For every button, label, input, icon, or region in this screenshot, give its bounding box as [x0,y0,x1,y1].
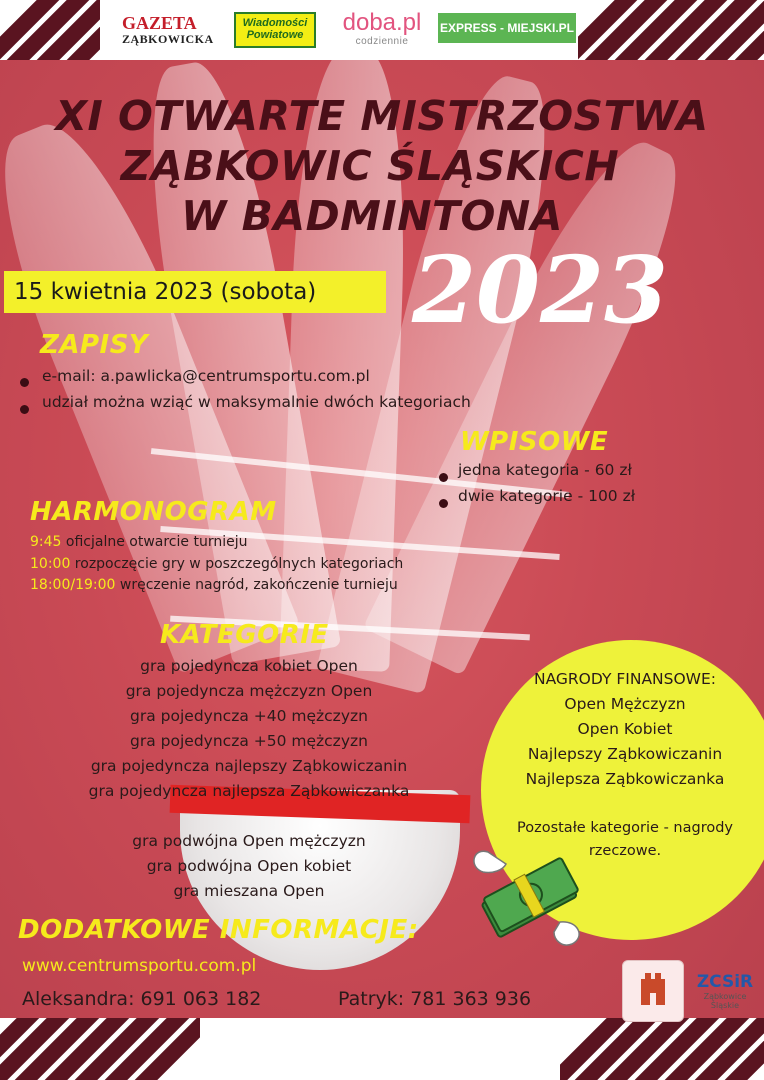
express-miejski-logo: EXPRESS - MIEJSKI.PL [438,13,576,43]
zcsir-logo-text: ZCSiR [696,972,754,992]
wpisowe-heading: WPISOWE [460,427,609,457]
prize-item: Najlepszy Ząbkowiczanin [527,745,723,763]
bottom-left-stripes [0,1018,200,1080]
bullet-icon [439,473,448,482]
flying-money-icon [468,842,588,952]
harmonogram-heading: HARMONOGRAM [30,497,277,527]
prizes-heading: NAGRODY FINANSOWE: [533,670,717,688]
zapisy-email: e-mail: a.pawlicka@centrumsportu.com.pl [42,367,370,385]
zcsir-logo-subtitle: Ząbkowice Śląskie [703,992,747,1010]
dodatkowe-heading: DODATKOWE INFORMACJE: [18,915,419,945]
prize-item: Open Mężczyzn [564,695,686,713]
year: 2023 [412,236,669,344]
prize-note: Pozostałe kategorie - nagrody [516,820,733,836]
schedule-time: 18:00/19:00 [30,577,116,593]
bullet-icon [439,499,448,508]
category-item: gra mieszana Open [173,882,325,900]
category-item: gra pojedyncza +50 mężczyzn [130,732,368,750]
title-line1: XI OTWARTE MISTRZOSTWA [55,92,709,140]
contact-aleksandra: Aleksandra: 691 063 182 [22,988,262,1010]
top-left-stripes [0,0,100,60]
schedule-time: 10:00 [30,556,71,572]
bullet-icon [20,405,29,414]
schedule-text: wręczenie nagród, zakończenie turnieju [115,577,398,593]
wiadomosci-logo-line1: Wiadomości [242,17,308,29]
doba-logo-line2: codziennie [355,36,409,47]
bullet-icon [20,378,29,387]
doba-logo [332,10,432,50]
category-item: gra pojedyncza +40 mężczyzn [130,707,368,725]
wpisowe-item: jedna kategoria - 60 zł [458,461,632,479]
wpisowe-item: dwie kategorie - 100 zł [458,487,636,505]
title-line3: W BADMINTONA [181,192,563,240]
schedule-time: 9:45 [30,534,62,550]
zapisy-rule: udział można wziąć w maksymalnie dwóch kategoriach [42,393,471,411]
contact-patryk: Patryk: 781 363 936 [338,988,532,1010]
wiadomosci-powiatowe-logo [234,12,316,48]
category-item: gra pojedyncza najlepsza Ząbkowiczanka [88,782,410,800]
schedule-item [30,534,247,550]
prize-item: Najlepsza Ząbkowiczanka [525,770,725,788]
gazeta-logo-line1: GAZETA [122,13,197,33]
category-item: gra pojedyncza kobiet Open [140,657,358,675]
zabkowice-city-logo [622,960,684,1022]
doba-logo-line1: doba.pl [342,9,422,36]
zapisy-heading: ZAPISY [40,330,149,360]
schedule-item [30,556,403,572]
zcsir-logo [690,966,760,1018]
city-crest-icon [623,961,683,1021]
event-date: 15 kwietnia 2023 (sobota) [14,279,317,305]
prize-item: Open Kobiet [577,720,673,738]
bottom-right-stripes [560,1018,764,1080]
category-item: gra pojedyncza mężczyzn Open [125,682,373,700]
category-item: gra podwójna Open mężczyzn [132,832,366,850]
schedule-text: rozpoczęcie gry w poszczególnych kategoriach [70,556,404,572]
website-link[interactable]: www.centrumsportu.com.pl [22,956,257,976]
schedule-text: oficjalne otwarcie turnieju [61,534,248,550]
title-line2: ZĄBKOWIC ŚLĄSKICH [120,142,620,190]
schedule-item [30,577,398,593]
category-item: gra pojedyncza najlepszy Ząbkowiczanin [90,757,408,775]
gazeta-zabkowicka-logo [122,14,222,46]
kategorie-heading: KATEGORIE [160,620,329,650]
category-item: gra podwójna Open kobiet [146,857,352,875]
prize-note: rzeczowe. [588,843,662,859]
gazeta-logo-line2: ZĄBKOWICKA [122,32,214,46]
wiadomosci-logo-line2: Powiatowe [246,29,304,41]
top-right-stripes [578,0,764,60]
